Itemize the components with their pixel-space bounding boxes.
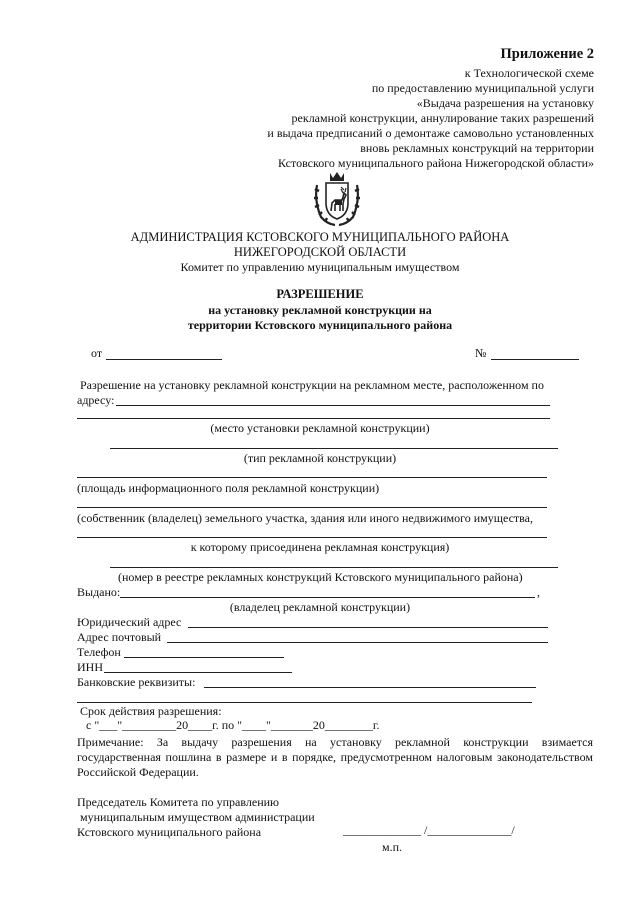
signatory-line: Председатель Комитета по управлению: [77, 795, 280, 809]
holder-caption: (владелец рекламной конструкции): [229, 600, 411, 614]
address-field-line2[interactable]: [77, 418, 550, 419]
coat-of-arms-icon: [313, 171, 361, 227]
committee-name: Комитет по управлению муниципальным имуществом: [180, 260, 460, 274]
document-subtitle: территории Кстовского муниципального района: [187, 318, 453, 332]
signatory-line: муниципальным имуществом администрации: [80, 810, 315, 824]
intro-text: Разрешение на установку рекламной конструкции на рекламном месте, расположенном по: [80, 378, 544, 392]
address-label: адресу:: [77, 393, 115, 407]
document-title: РАЗРЕШЕНИЕ: [276, 287, 364, 301]
address-field[interactable]: [116, 405, 550, 406]
signature-field[interactable]: _____________ /______________/: [343, 823, 515, 837]
type-field[interactable]: [110, 448, 558, 449]
org-name-line2: НИЖЕГОРОДСКОЙ ОБЛАСТИ: [233, 245, 407, 259]
area-field[interactable]: [77, 477, 547, 478]
issued-label: Выдано:: [77, 585, 121, 599]
legal-address-field[interactable]: [188, 627, 548, 628]
appendix-line: и выдача предписаний о демонтаже самовольно установленных: [267, 126, 594, 140]
phone-label: Телефон: [77, 645, 121, 659]
inn-field[interactable]: [104, 672, 292, 673]
bank-field[interactable]: [204, 687, 536, 688]
inn-label: ИНН: [77, 660, 103, 674]
bank-label: Банковские реквизиты:: [77, 675, 196, 689]
number-field[interactable]: [491, 359, 579, 360]
validity-dates: с "___"_________20____г. по "____"_______20________г.: [86, 718, 380, 732]
appendix-title: Приложение 2: [500, 46, 594, 62]
stamp-label: м.п.: [382, 840, 403, 854]
owner-field[interactable]: [77, 507, 547, 508]
validity-label: Срок действия разрешения:: [80, 704, 222, 718]
appendix-line: Кстовского муниципального района Нижегородской области»: [277, 156, 594, 170]
appendix-line: по предоставлению муниципальной услуги: [371, 81, 594, 95]
postal-address-field[interactable]: [167, 642, 548, 643]
note-text: Примечание: За выдачу разрешения на установку рекламной конструкции взимается государственная пошлина в размере и в порядке, предусмотренном налоговым законодательством Российской Федерации.: [77, 735, 593, 779]
appendix-line: вновь рекламных конструкций на территории: [360, 141, 594, 155]
phone-field[interactable]: [124, 657, 284, 658]
bank-field-line2[interactable]: [77, 702, 532, 703]
postal-address-label: Адрес почтовый: [77, 630, 162, 644]
owner-caption: (собственник (владелец) земельного участка, здания или иного недвижимого имущества,: [77, 511, 534, 525]
place-caption: (место установки рекламной конструкции): [210, 421, 430, 435]
type-caption: (тип рекламной конструкции): [243, 451, 397, 465]
appendix-line: к Технологической схеме: [464, 66, 594, 80]
document-subtitle: на установку рекламной конструкции на: [208, 303, 432, 317]
date-from-label: от: [91, 346, 103, 360]
owner-field-line2[interactable]: [77, 537, 547, 538]
issued-field[interactable]: [120, 597, 535, 598]
date-field[interactable]: [106, 359, 222, 360]
registry-caption: (номер в реестре рекламных конструкций Кстовского муниципального района): [118, 570, 523, 584]
legal-address-label: Юридический адрес: [77, 615, 182, 629]
appendix-line: «Выдача разрешения на установку: [416, 96, 594, 110]
org-name-line1: АДМИНИСТРАЦИЯ КСТОВСКОГО МУНИЦИПАЛЬНОГО РАЙОНА: [130, 230, 510, 244]
number-label: №: [475, 346, 487, 360]
area-caption: (площадь информационного поля рекламной конструкции): [77, 481, 380, 495]
issued-comma: ,: [537, 585, 540, 599]
owner-caption: к которому присоединена рекламная конструкция): [190, 540, 450, 554]
appendix-line: рекламной конструкции, аннулирование таких разрешений: [291, 111, 594, 125]
signatory-line: Кстовского муниципального района: [77, 825, 262, 839]
registry-field[interactable]: [110, 567, 558, 568]
